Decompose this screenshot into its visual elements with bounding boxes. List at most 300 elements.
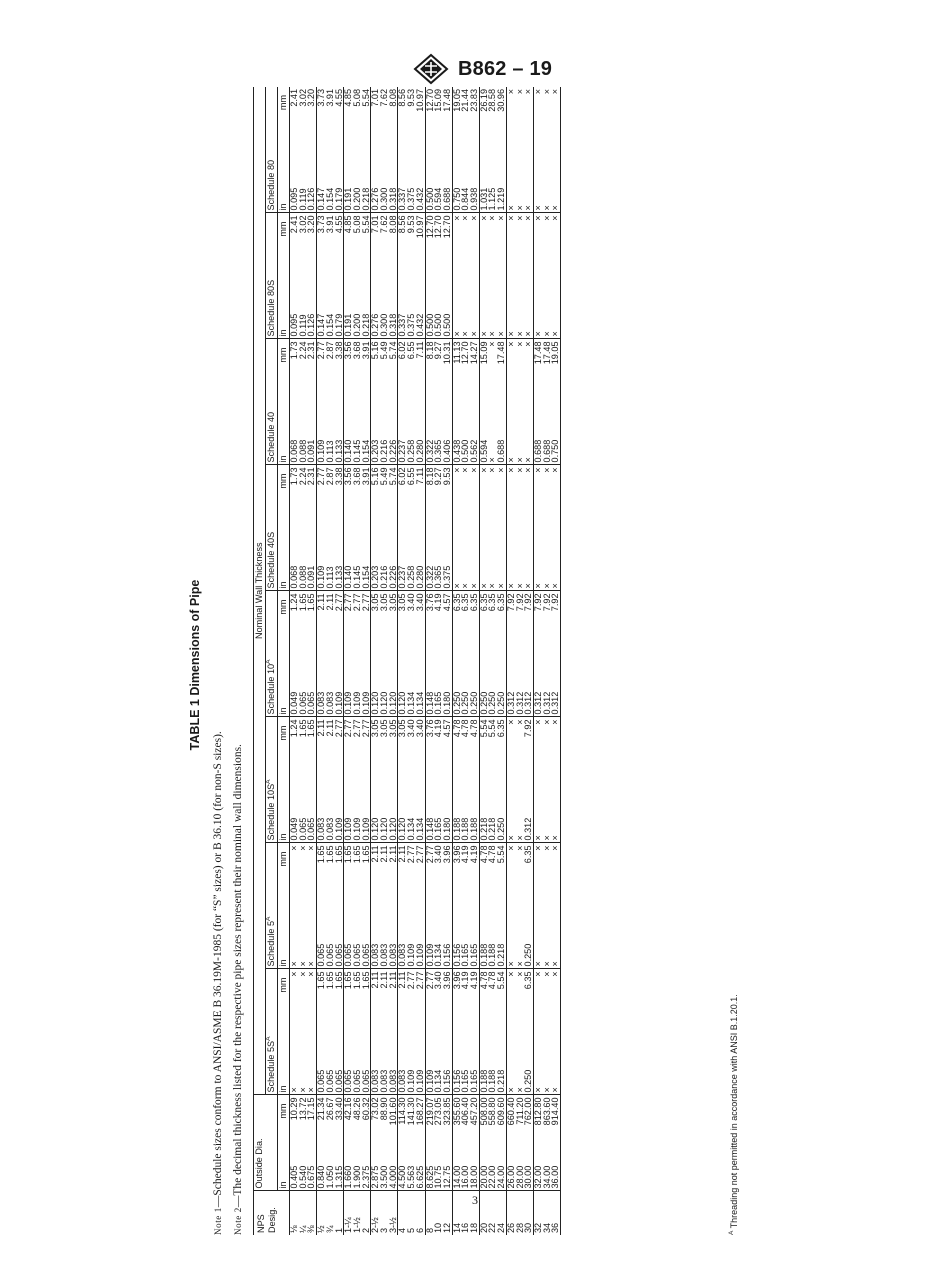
thickness-in-cell: ×: [307, 905, 316, 969]
thickness-in-cell: 0.120: [380, 779, 389, 843]
thickness-mm-cell: ×: [514, 719, 525, 725]
od-mm-cell: 323.85: [443, 1095, 452, 1143]
thickness-mm-cell: 4.78: [487, 845, 498, 864]
thickness-mm-cell: 5.49: [379, 467, 390, 486]
thickness-in-cell: 0.083: [326, 779, 335, 843]
thickness-in-cell: 0.318: [389, 275, 398, 339]
thickness-in-cell: 0.226: [389, 401, 398, 465]
footnote-marker: A: [264, 779, 272, 784]
thickness-mm-cell: 2.31: [306, 341, 317, 360]
thickness-in-cell: 0.312: [516, 653, 525, 717]
table-row: [470, 87, 479, 1235]
thickness-in-cell: ×: [516, 779, 525, 843]
thickness-in-cell: ×: [479, 275, 488, 339]
thickness-mm-cell: ×: [506, 843, 515, 905]
thickness-mm-cell: ×: [479, 213, 488, 275]
thickness-in-cell: 0.191: [344, 149, 353, 213]
thickness-in-cell: 0.095: [290, 149, 299, 213]
thickness-mm-cell: 3.40: [414, 719, 425, 738]
thickness-mm-cell: 4.19: [433, 719, 444, 738]
thickness-mm-cell: 1.65: [306, 593, 317, 612]
thickness-in-cell: 0.147: [317, 149, 326, 213]
od-in-cell: 4.000: [387, 1165, 398, 1189]
thickness-in-cell: 0.844: [461, 149, 470, 213]
thickness-mm-cell: 7.92: [533, 591, 542, 653]
thickness-in-cell: 0.322: [425, 401, 434, 465]
thickness-mm-cell: 6.55: [406, 341, 417, 360]
thickness-in-cell: 0.088: [299, 401, 308, 465]
thickness-in-cell: 0.203: [371, 527, 380, 591]
thickness-mm-cell: 7.92: [551, 591, 560, 653]
thickness-mm-cell: ×: [506, 717, 515, 779]
thickness-in-cell: 0.218: [362, 275, 371, 339]
thickness-mm-cell: 26.19: [479, 87, 488, 149]
thickness-in-cell: 0.120: [398, 653, 407, 717]
thickness-in-cell: 0.109: [317, 401, 326, 465]
nps-cell: 3-½: [389, 1191, 398, 1235]
thickness-mm-cell: 9.27: [433, 341, 444, 360]
thickness-mm-cell: 2.77: [406, 971, 417, 990]
thickness-mm-cell: ×: [541, 971, 552, 977]
pipe-dimensions-table: [253, 87, 561, 1235]
thickness-mm-cell: 3.56: [344, 339, 353, 401]
thickness-mm-cell: ×: [452, 465, 461, 527]
thickness-mm-cell: 3.05: [371, 717, 380, 779]
thickness-mm-cell: 1.65: [306, 719, 317, 738]
thickness-in-cell: ×: [452, 275, 461, 339]
note-1-label: Note 1: [213, 1207, 223, 1235]
thickness-mm-cell: 6.02: [398, 465, 407, 527]
thickness-in-cell: 1.031: [479, 149, 488, 213]
od-in-cell: 22.00: [487, 1165, 498, 1189]
thickness-in-cell: 0.120: [398, 779, 407, 843]
thickness-mm-cell: ×: [533, 717, 542, 779]
thickness-mm-cell: 3.96: [452, 843, 461, 905]
thickness-mm-cell: 23.83: [469, 88, 480, 112]
thickness-in-cell: ×: [543, 905, 552, 969]
thickness-in-cell: 0.113: [326, 527, 335, 591]
od-mm-cell: 48.26: [353, 1095, 362, 1143]
thickness-in-cell: 0.365: [434, 401, 443, 465]
thickness-in-cell: 0.188: [479, 1031, 488, 1095]
od-in-cell: 1.050: [324, 1165, 335, 1189]
thickness-mm-cell: 5.54: [479, 717, 488, 779]
astm-logo-icon: [412, 53, 450, 85]
thickness-mm-cell: 6.55: [406, 467, 417, 486]
od-in-cell: 0.675: [306, 1165, 317, 1189]
document-id: B862 – 19: [458, 57, 553, 80]
thickness-mm-cell: 6.35: [487, 593, 498, 612]
thickness-in-cell: 0.049: [290, 779, 299, 843]
thickness-mm-cell: 4.57: [441, 593, 452, 612]
thickness-in-cell: 0.065: [353, 1031, 362, 1095]
od-mm-cell: 21.34: [317, 1095, 326, 1143]
thickness-in-cell: 0.154: [362, 527, 371, 591]
thickness-mm-cell: ×: [306, 971, 317, 977]
thickness-in-cell: 0.154: [326, 275, 335, 339]
od-in-cell: 34.00: [541, 1165, 552, 1189]
thickness-in-cell: 0.258: [407, 527, 416, 591]
thickness-mm-cell: 2.77: [333, 593, 344, 612]
thickness-in-cell: 0.065: [307, 653, 316, 717]
thickness-in-cell: 0.179: [335, 275, 344, 339]
thickness-in-cell: 0.126: [307, 149, 316, 213]
thickness-mm-cell: 3.68: [351, 341, 362, 360]
thickness-in-cell: 0.688: [497, 401, 506, 465]
thickness-mm-cell: 7.01: [371, 87, 380, 149]
thickness-in-cell: 0.179: [335, 149, 344, 213]
thickness-in-cell: 0.218: [479, 779, 488, 843]
thickness-mm-cell: 10.97: [414, 215, 425, 239]
thickness-in-cell: 0.065: [326, 905, 335, 969]
od-in-cell: 1.315: [333, 1165, 344, 1189]
thickness-in-cell: 0.119: [299, 149, 308, 213]
od-mm-cell: 10.29: [290, 1095, 299, 1143]
od-in-cell: 0.540: [297, 1165, 308, 1189]
thickness-mm-cell: 3.40: [406, 719, 417, 738]
thickness-mm-cell: 1.65: [297, 719, 308, 738]
thickness-mm-cell: 2.77: [360, 593, 371, 612]
thickness-mm-cell: 3.40: [433, 845, 444, 864]
thickness-mm-cell: 3.05: [371, 591, 380, 653]
thickness-in-cell: 0.145: [353, 401, 362, 465]
thickness-mm-cell: 21.44: [460, 88, 471, 112]
thickness-in-cell: 0.109: [317, 527, 326, 591]
thickness-mm-cell: 3.02: [297, 88, 308, 107]
od-in-cell: 12.75: [441, 1165, 452, 1189]
thickness-mm-cell: 1.65: [360, 845, 371, 864]
thickness-mm-cell: 4.78: [469, 719, 480, 738]
thickness-mm-cell: 1.65: [297, 593, 308, 612]
thickness-mm-cell: 15.09: [433, 88, 444, 112]
thickness-in-cell: 0.375: [407, 275, 416, 339]
thickness-in-cell: 0.083: [380, 905, 389, 969]
table-row: [290, 87, 299, 1235]
unit-in-header: in: [278, 653, 290, 717]
thickness-in-cell: 0.188: [470, 779, 479, 843]
thickness-mm-cell: ×: [487, 215, 498, 221]
thickness-mm-cell: 2.11: [379, 845, 390, 863]
thickness-mm-cell: 2.31: [306, 467, 317, 486]
thickness-in-cell: 0.500: [434, 275, 443, 339]
thickness-mm-cell: 3.02: [297, 215, 308, 234]
schedule-name: Schedule 5: [266, 920, 276, 967]
table-row: [371, 87, 380, 1235]
thickness-mm-cell: 4.55: [333, 215, 344, 234]
thickness-in-cell: 0.312: [506, 653, 515, 717]
thickness-mm-cell: 7.62: [379, 88, 390, 107]
od-mm-cell: 101.60: [389, 1095, 398, 1143]
thickness-in-cell: 0.083: [317, 779, 326, 843]
thickness-mm-cell: 17.48: [541, 341, 552, 365]
thickness-mm-cell: 2.11: [371, 969, 380, 1031]
thickness-in-cell: 0.134: [416, 779, 425, 843]
thickness-mm-cell: ×: [297, 845, 308, 851]
page-number: 3: [472, 1193, 478, 1207]
table-row: [461, 87, 470, 1235]
table-row: [317, 87, 326, 1235]
thickness-in-cell: ×: [488, 401, 497, 465]
header-row-3: [278, 87, 290, 1235]
outside-diameter-header: Outside Dia.: [254, 1095, 278, 1191]
thickness-mm-cell: 6.35: [479, 591, 488, 653]
table-row: [479, 87, 488, 1235]
thickness-mm-cell: 1.65: [324, 971, 335, 990]
thickness-in-cell: 0.594: [434, 149, 443, 213]
thickness-mm-cell: 6.35: [496, 593, 507, 612]
schedule-name: Schedule 80: [266, 159, 276, 211]
thickness-in-cell: ×: [488, 275, 497, 339]
thickness-in-cell: 0.133: [335, 401, 344, 465]
thickness-mm-cell: 1.65: [344, 843, 353, 905]
thickness-mm-cell: 4.85: [344, 213, 353, 275]
thickness-in-cell: 0.337: [398, 149, 407, 213]
nps-cell: ½: [317, 1191, 326, 1235]
thickness-mm-cell: 1.24: [290, 591, 299, 653]
table-row: [452, 87, 461, 1235]
thickness-mm-cell: 7.01: [371, 213, 380, 275]
thickness-mm-cell: 4.78: [460, 719, 471, 738]
thickness-in-cell: ×: [516, 401, 525, 465]
thickness-in-cell: ×: [543, 779, 552, 843]
table-row: [335, 87, 344, 1235]
schedule-name: Schedule 10: [266, 663, 276, 715]
thickness-mm-cell: ×: [514, 845, 525, 851]
thickness-mm-cell: 5.54: [360, 88, 371, 107]
thickness-mm-cell: 12.70: [425, 213, 434, 275]
od-mm-cell: 33.40: [335, 1095, 344, 1143]
unit-in-header: in: [278, 1143, 290, 1191]
thickness-in-cell: 0.083: [398, 1031, 407, 1095]
thickness-mm-cell: ×: [506, 465, 515, 527]
thickness-mm-cell: ×: [551, 717, 560, 779]
thickness-mm-cell: 8.08: [387, 215, 398, 234]
thickness-mm-cell: 7.92: [523, 593, 534, 612]
thickness-in-cell: 0.134: [416, 653, 425, 717]
footnote-marker: A: [264, 659, 272, 664]
od-in-cell: 0.405: [290, 1143, 299, 1191]
thickness-mm-cell: ×: [479, 465, 488, 527]
nps-cell: ¾: [326, 1191, 335, 1235]
od-mm-cell: 863.60: [543, 1095, 552, 1143]
od-in-cell: 1.660: [344, 1143, 353, 1191]
thickness-in-cell: 0.750: [452, 149, 461, 213]
thickness-in-cell: 0.218: [362, 149, 371, 213]
thickness-mm-cell: ×: [306, 845, 317, 851]
thickness-in-cell: 0.109: [353, 653, 362, 717]
thickness-in-cell: 0.083: [389, 905, 398, 969]
thickness-in-cell: 0.500: [443, 275, 452, 339]
thickness-mm-cell: 2.11: [398, 969, 407, 1031]
unit-mm-header: mm: [278, 465, 290, 527]
thickness-in-cell: 0.148: [425, 653, 434, 717]
thickness-mm-cell: ×: [469, 467, 480, 473]
thickness-mm-cell: ×: [551, 969, 560, 1031]
thickness-in-cell: ×: [533, 905, 542, 969]
table-row: [407, 87, 416, 1235]
thickness-in-cell: 0.337: [398, 275, 407, 339]
thickness-in-cell: 0.083: [326, 653, 335, 717]
unit-mm-header: mm: [278, 969, 290, 1031]
nps-cell: 14: [452, 1191, 461, 1235]
thickness-in-cell: 0.200: [353, 149, 362, 213]
table-row: [353, 87, 362, 1235]
thickness-in-cell: 0.065: [335, 905, 344, 969]
od-in-cell: 5.563: [406, 1165, 417, 1189]
od-in-cell: 1.900: [351, 1165, 362, 1189]
thickness-in-cell: ×: [551, 779, 560, 843]
thickness-in-cell: 0.109: [335, 653, 344, 717]
thickness-in-cell: 0.156: [443, 1031, 452, 1095]
od-in-cell: 8.625: [425, 1143, 434, 1191]
od-mm-cell: 141.30: [407, 1095, 416, 1143]
thickness-in-cell: 0.250: [470, 653, 479, 717]
thickness-mm-cell: ×: [496, 467, 507, 473]
thickness-in-cell: 0.375: [407, 149, 416, 213]
od-mm-cell: 168.27: [416, 1095, 425, 1143]
thickness-in-cell: ×: [533, 527, 542, 591]
schedule-header: [266, 843, 278, 969]
thickness-mm-cell: 1.65: [333, 971, 344, 990]
table-row: [416, 87, 425, 1235]
thickness-mm-cell: 2.11: [387, 845, 398, 863]
thickness-in-cell: 0.312: [533, 653, 542, 717]
thickness-mm-cell: 3.96: [452, 969, 461, 1031]
thickness-in-cell: 0.113: [326, 401, 335, 465]
thickness-in-cell: 0.216: [380, 401, 389, 465]
footnote-text: Threading not permitted in accordance with ANSI B.1.20.1.: [729, 994, 739, 1231]
thickness-mm-cell: 1.65: [317, 969, 326, 1031]
od-mm-cell: 457.20: [470, 1095, 479, 1143]
thickness-in-cell: 0.109: [407, 1031, 416, 1095]
thickness-in-cell: 0.688: [443, 149, 452, 213]
od-mm-cell: 26.67: [326, 1095, 335, 1143]
thickness-mm-cell: ×: [469, 215, 480, 221]
table-row: [488, 87, 497, 1235]
thickness-in-cell: 0.188: [452, 779, 461, 843]
thickness-in-cell: 0.119: [299, 275, 308, 339]
thickness-mm-cell: ×: [514, 215, 525, 221]
od-mm-cell: 508.00: [479, 1095, 488, 1143]
nps-cell: ⅜: [307, 1191, 316, 1235]
thickness-mm-cell: 6.35: [452, 591, 461, 653]
thickness-mm-cell: 3.05: [398, 717, 407, 779]
thickness-mm-cell: 4.19: [460, 971, 471, 990]
thickness-mm-cell: 6.35: [523, 971, 534, 990]
thickness-mm-cell: 2.77: [351, 593, 362, 612]
thickness-mm-cell: 2.41: [290, 87, 299, 149]
od-mm-cell: 609.60: [497, 1095, 506, 1143]
thickness-in-cell: 0.300: [380, 275, 389, 339]
thickness-in-cell: 0.218: [488, 779, 497, 843]
table-row: [434, 87, 443, 1235]
thickness-in-cell: 0.154: [326, 149, 335, 213]
thickness-mm-cell: 4.19: [460, 845, 471, 864]
nps-cell: 36: [551, 1191, 560, 1235]
thickness-mm-cell: ×: [541, 88, 552, 95]
thickness-mm-cell: 9.53: [441, 467, 452, 486]
unit-mm-header: mm: [278, 843, 290, 905]
thickness-mm-cell: 8.56: [398, 213, 407, 275]
thickness-mm-cell: ×: [533, 843, 542, 905]
thickness-mm-cell: ×: [514, 341, 525, 347]
thickness-mm-cell: 19.05: [452, 87, 461, 149]
thickness-in-cell: ×: [533, 1031, 542, 1095]
thickness-mm-cell: 3.05: [387, 719, 398, 738]
thickness-in-cell: 0.312: [543, 653, 552, 717]
note-1-text: —Schedule sizes conform to ANSI/ASME B 36.19M-1985 (for “S” sizes) or B 36.10 (for non-S sizes).: [212, 731, 224, 1208]
thickness-mm-cell: 3.05: [398, 591, 407, 653]
thickness-mm-cell: 28.58: [487, 88, 498, 112]
thickness-in-cell: ×: [461, 275, 470, 339]
thickness-mm-cell: 1.65: [351, 971, 362, 990]
thickness-mm-cell: ×: [452, 213, 461, 275]
thickness-in-cell: 0.065: [344, 1031, 353, 1095]
thickness-mm-cell: 4.85: [344, 87, 353, 149]
thickness-in-cell: 1.125: [488, 149, 497, 213]
table-note-2: [230, 95, 246, 1235]
thickness-mm-cell: 3.91: [360, 467, 371, 486]
thickness-in-cell: 0.049: [290, 653, 299, 717]
thickness-in-cell: 0.148: [425, 779, 434, 843]
thickness-mm-cell: 2.77: [414, 971, 425, 990]
thickness-in-cell: 0.095: [290, 275, 299, 339]
footnote-marker: A: [728, 1230, 735, 1235]
table-row: [543, 87, 552, 1235]
thickness-in-cell: 0.156: [443, 905, 452, 969]
thickness-mm-cell: ×: [523, 215, 534, 221]
od-in-cell: 4.500: [398, 1143, 407, 1191]
thickness-in-cell: 0.120: [389, 779, 398, 843]
thickness-in-cell: 0.065: [362, 905, 371, 969]
thickness-in-cell: ×: [551, 527, 560, 591]
thickness-mm-cell: 3.05: [379, 719, 390, 738]
thickness-mm-cell: ×: [551, 843, 560, 905]
thickness-mm-cell: 5.08: [351, 215, 362, 234]
unit-mm-header: mm: [278, 591, 290, 653]
unit-in-header: in: [278, 527, 290, 591]
thickness-in-cell: 0.258: [407, 401, 416, 465]
unit-mm-header: mm: [278, 213, 290, 275]
thickness-mm-cell: ×: [506, 87, 515, 149]
thickness-mm-cell: 2.77: [317, 465, 326, 527]
thickness-in-cell: 0.250: [452, 653, 461, 717]
od-mm-cell: 711.20: [516, 1095, 525, 1143]
thickness-in-cell: 0.109: [353, 779, 362, 843]
nominal-wall-thickness-header: Nominal Wall Thickness: [254, 87, 266, 1095]
od-in-cell: 32.00: [533, 1143, 542, 1191]
thickness-mm-cell: ×: [523, 341, 534, 347]
schedule-name: Schedule 10S: [266, 783, 276, 841]
nps-cell: 30: [524, 1191, 533, 1235]
header-row-2: [266, 87, 278, 1235]
thickness-mm-cell: 2.87: [324, 467, 335, 486]
thickness-mm-cell: 5.08: [351, 88, 362, 107]
thickness-in-cell: 0.145: [353, 527, 362, 591]
thickness-in-cell: 0.250: [524, 905, 533, 969]
thickness-mm-cell: ×: [523, 88, 534, 95]
thickness-in-cell: ×: [290, 905, 299, 969]
thickness-in-cell: 0.091: [307, 401, 316, 465]
nps-cell: 6: [416, 1191, 425, 1235]
od-in-cell: 20.00: [479, 1143, 488, 1191]
nps-cell: 34: [543, 1191, 552, 1235]
thickness-mm-cell: 19.05: [551, 339, 560, 401]
od-in-cell: 30.00: [523, 1165, 534, 1189]
thickness-in-cell: 0.191: [344, 275, 353, 339]
thickness-in-cell: 0.218: [497, 1031, 506, 1095]
thickness-mm-cell: ×: [290, 969, 299, 1031]
